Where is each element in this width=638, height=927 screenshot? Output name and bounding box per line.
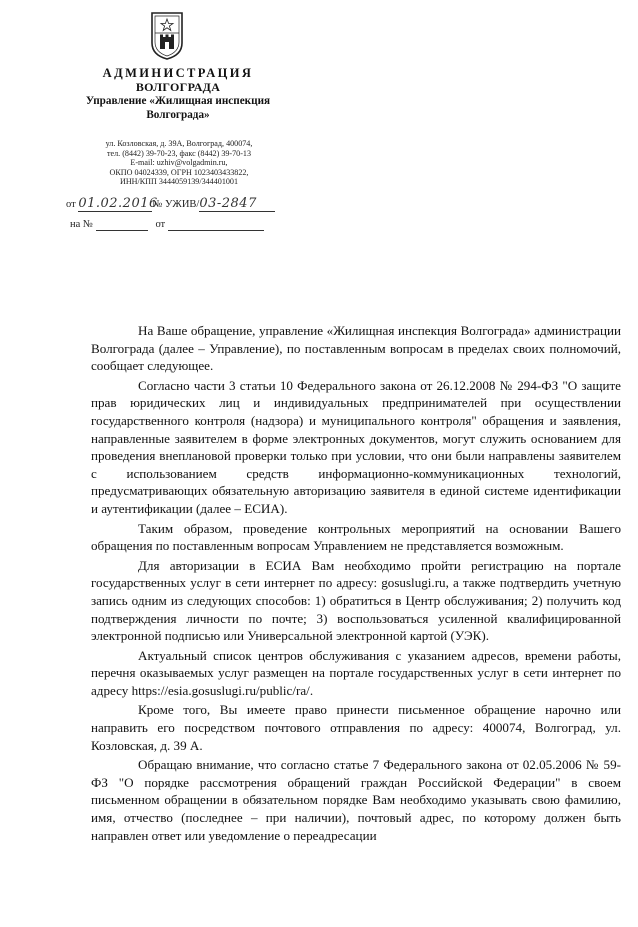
reference-line	[70, 219, 264, 231]
handwritten-date: 01.02.2016	[78, 196, 158, 211]
ref-from-label: от	[155, 219, 166, 230]
paragraph: Кроме того, Вы имеете право принести письменное обращение нарочно или направить его посредством почтового отправления по адресу: 400074, Волгоград, ул. Козловская, д. 39 А.	[91, 702, 621, 753]
ref-number-blank	[96, 219, 148, 231]
org-department-line2: Волгограда»	[146, 109, 210, 121]
number-field	[199, 196, 275, 212]
paragraph: Согласно части 3 статьи 10 Федерального закона от 26.12.2008 № 294-ФЗ "О защите прав юридических лиц и индивидуальных предпринимателей при осуществлении государственного контроля (надзора) и муниципального контроля" обращения и заявления, направленные заявителем в форме электронных документов, могут служить основанием для проведения внеплановой проверки только при условии, что они были направлены заявителем с использованием средств информационно-коммуникационных технологий, предусматривающих обязательную авторизацию заявителя в единой системе идентификации и аутентификации (далее – ЕСИА).	[91, 377, 621, 516]
contact-address: ул. Козловская, д. 39А, Волгоград, 400074,	[105, 139, 253, 148]
paragraph: Актуальный список центров обслуживания с указанием адресов, времени работы, перечня оказываемых услуг размещен на портале государственных услуг в сети интернет по адресу https://esia.gosuslugi.ru/public/ra/.	[91, 647, 621, 698]
letter-body	[91, 322, 621, 844]
ref-number-label: на №	[70, 219, 93, 230]
contact-phone: тел. (8442) 39-70-23, факс (8442) 39-70-13	[107, 148, 251, 158]
org-department-line1: Управление «Жилищная инспекция	[85, 95, 271, 107]
org-contacts	[70, 139, 288, 187]
registration-line	[66, 196, 275, 212]
from-label: от	[66, 199, 76, 210]
paragraph: Обращаю внимание, что согласно статье 7 Федерального закона от 02.05.2006 № 59-ФЗ "О порядке рассмотрения обращений граждан Российской Федерации" в своем письменном обращении в обязательном порядке Вам необходимо указывать свою фамилию, имя, отчество (последнее – при наличии), почтовый адрес, по которому должен быть направлен ответ или уведомление о переадресации	[91, 757, 621, 843]
contact-email: E-mail: uzhiv@volgadmin.ru,	[130, 158, 228, 168]
paragraph: Для авторизации в ЕСИА Вам необходимо пройти регистрацию на портале государственных услуг в сети интернет по адресу: gosuslugi.ru, а также подтвердить учетную запись одним из следующих способов: 1) обратиться в Центр обслуживания; 2) получить код подтверждения личности по почте; 3) воспользоваться усиленной квалифицированной электронной подписью или Универсальной электронной картой (УЭК).	[91, 557, 621, 644]
org-name-line1: АДМИНИСТРАЦИЯ	[102, 66, 254, 80]
ref-date-blank	[168, 219, 264, 231]
coat-of-arms-icon	[149, 9, 185, 61]
contact-okpo: ОКПО 04024339, ОГРН 1023403433822,	[109, 167, 249, 177]
handwritten-number: 03-2847	[199, 196, 257, 211]
paragraph: На Ваше обращение, управление «Жилищная инспекция Волгограда» администрации Волгограда (далее – Управление), по поставленным вопросам в пределах своих полномочий, сообщает следующее.	[91, 323, 621, 374]
org-name-line2: ВОЛГОГРАДА	[135, 80, 221, 94]
contact-inn: ИНН/КПП 3444059139/344401001	[119, 177, 239, 187]
number-label: № УЖИВ/	[152, 199, 200, 210]
date-field	[78, 196, 158, 212]
paragraph: Таким образом, проведение контрольных мероприятий на основании Вашего обращения по поставленным вопросам Управлением не представляется возможным.	[91, 520, 621, 554]
